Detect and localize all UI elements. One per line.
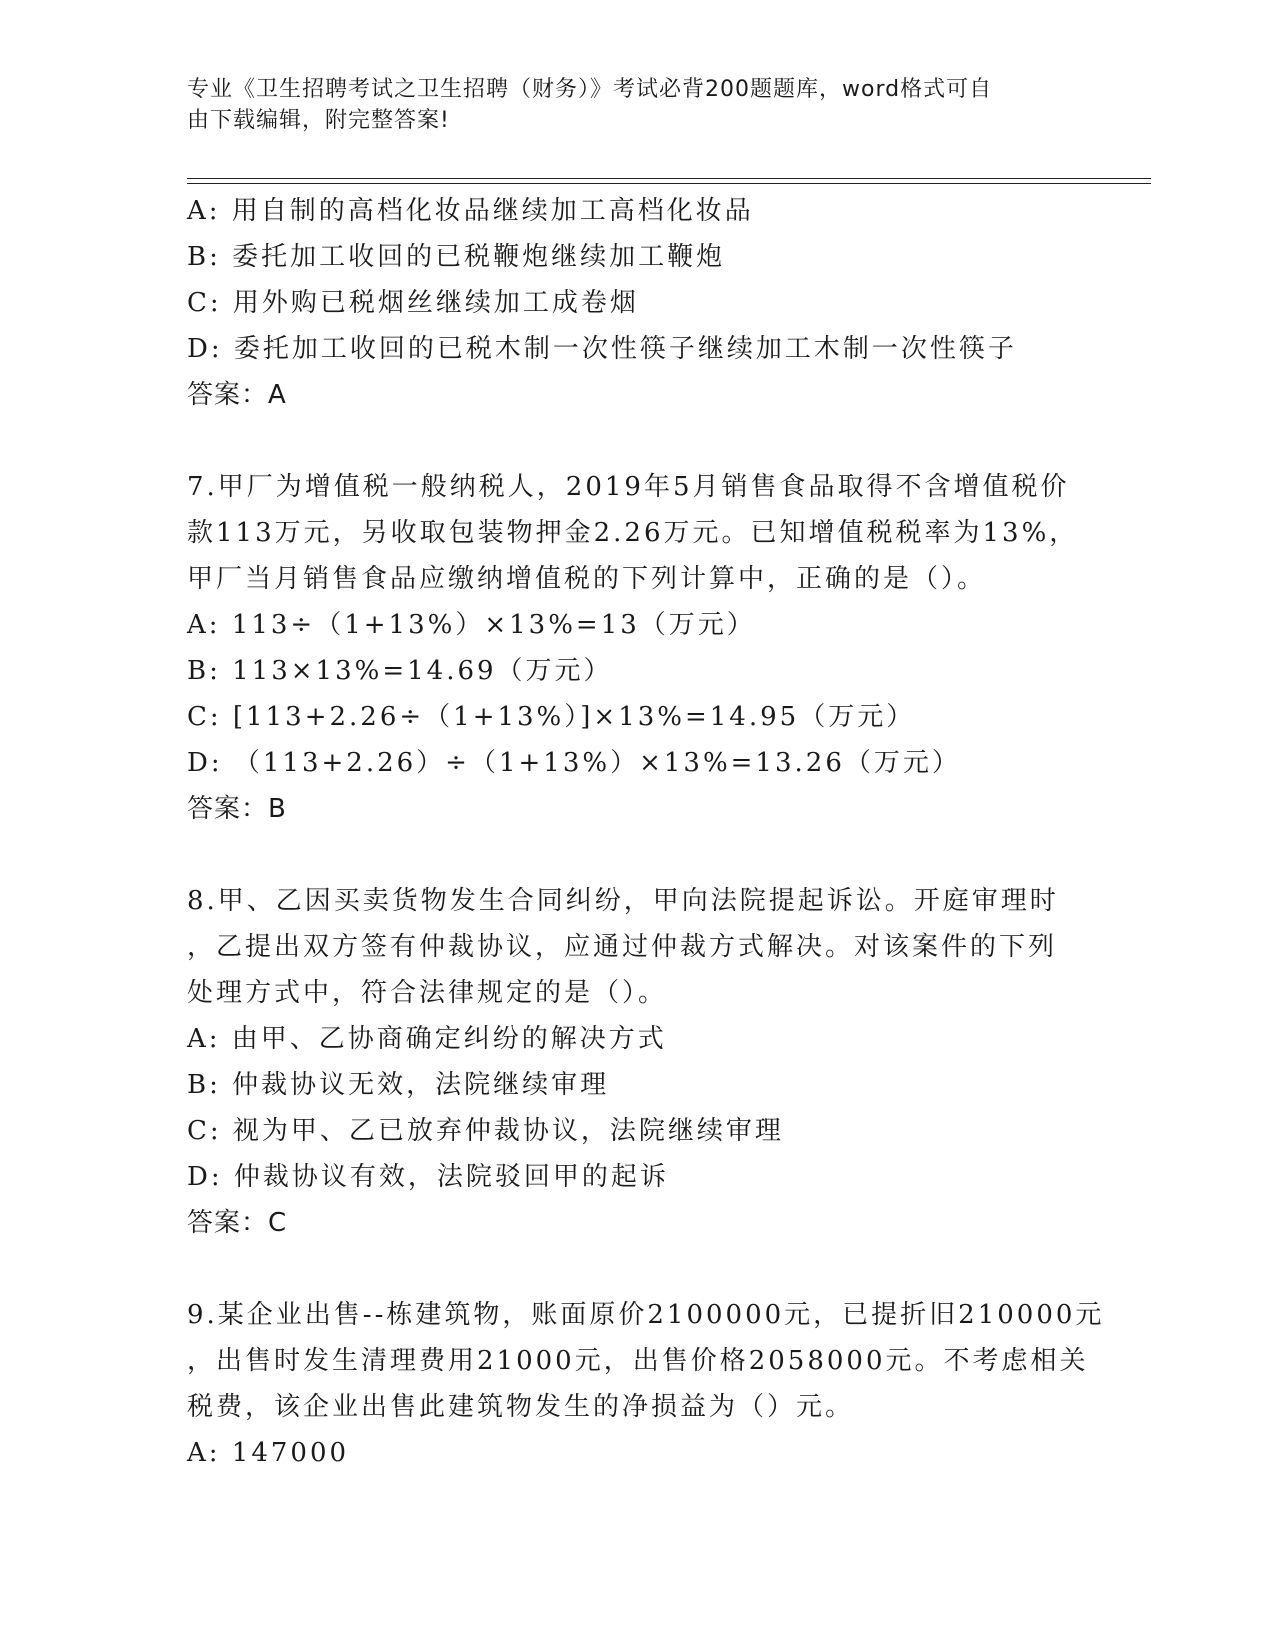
header-title-line-1: 专业《卫生招聘考试之卫生招聘（财务）》考试必背200题题库，word格式可自 [187, 77, 993, 102]
option-c: C: 用外购已税烟丝继续加工成卷烟 [187, 288, 639, 318]
option-b: B: 113×13%=14.69（万元） [187, 656, 613, 686]
question-stem-line: ，乙提出双方签有仲裁协议，应通过仲裁方式解决。对该案件的下列 [187, 932, 1058, 962]
question-9 [187, 1292, 1105, 1476]
answer-label: 答案：C [187, 1208, 288, 1238]
answer-label: 答案：A [187, 380, 287, 410]
option-a: A: 由甲、乙协商确定纠纷的解决方式 [187, 1024, 667, 1054]
option-c: C: 视为甲、乙已放弃仲裁协议，法院继续审理 [187, 1116, 784, 1146]
option-d: D: 仲裁协议有效，法院驳回甲的起诉 [187, 1162, 669, 1192]
option-b: B: 委托加工收回的已税鞭炮继续加工鞭炮 [187, 242, 726, 272]
option-c: C: [113+2.26÷（1+13%）]×13%=14.95（万元） [187, 702, 916, 732]
question-7 [187, 464, 1087, 832]
spacer [187, 418, 1087, 464]
question-content [187, 188, 1105, 1476]
question-stem-line: ，出售时发生清理费用21000元，出售价格2058000元。不考虑相关 [187, 1346, 1089, 1376]
question-stem-line: 9.某企业出售--栋建筑物，账面原价2100000元，已提折旧210000元 [187, 1300, 1105, 1330]
option-d: D: 委托加工收回的已税木制一次性筷子继续加工木制一次性筷子 [187, 334, 1017, 364]
question-stem-line: 8.甲、乙因买卖货物发生合同纠纷，甲向法院提起诉讼。开庭审理时 [187, 886, 1059, 916]
option-d: D: （113+2.26）÷（1+13%）×13%=13.26（万元） [187, 748, 961, 778]
answer-label: 答案：B [187, 794, 287, 824]
header-divider-top [187, 178, 1151, 179]
option-a: A: 113÷（1+13%）×13%=13（万元） [187, 610, 756, 640]
header-title-line-2: 由下载编辑，附完整答案! [187, 108, 450, 133]
option-a: A: 147000 [187, 1438, 350, 1468]
question-stem-line: 甲厂当月销售食品应缴纳增值税的下列计算中，正确的是（）。 [187, 564, 987, 594]
question-stem-line: 处理方式中，符合法律规定的是（）。 [187, 978, 668, 1008]
option-b: B: 仲裁协议无效，法院继续审理 [187, 1070, 610, 1100]
question-stem-line: 税费，该企业出售此建筑物发生的净损益为（）元。 [187, 1392, 855, 1422]
spacer [187, 832, 1087, 878]
document-header [187, 74, 1067, 136]
question-8 [187, 878, 1087, 1246]
header-divider-bottom [187, 183, 1151, 184]
question-stem-line: 款113万元，另收取包装物押金2.26万元。已知增值税税率为13%， [187, 518, 1079, 548]
question-6-continued [187, 188, 1087, 418]
question-stem-line: 7.甲厂为增值税一般纳税人，2019年5月销售食品取得不含增值税价 [187, 472, 1070, 502]
spacer [187, 1246, 1087, 1292]
option-a: A: 用自制的高档化妆品继续加工高档化妆品 [187, 196, 754, 226]
